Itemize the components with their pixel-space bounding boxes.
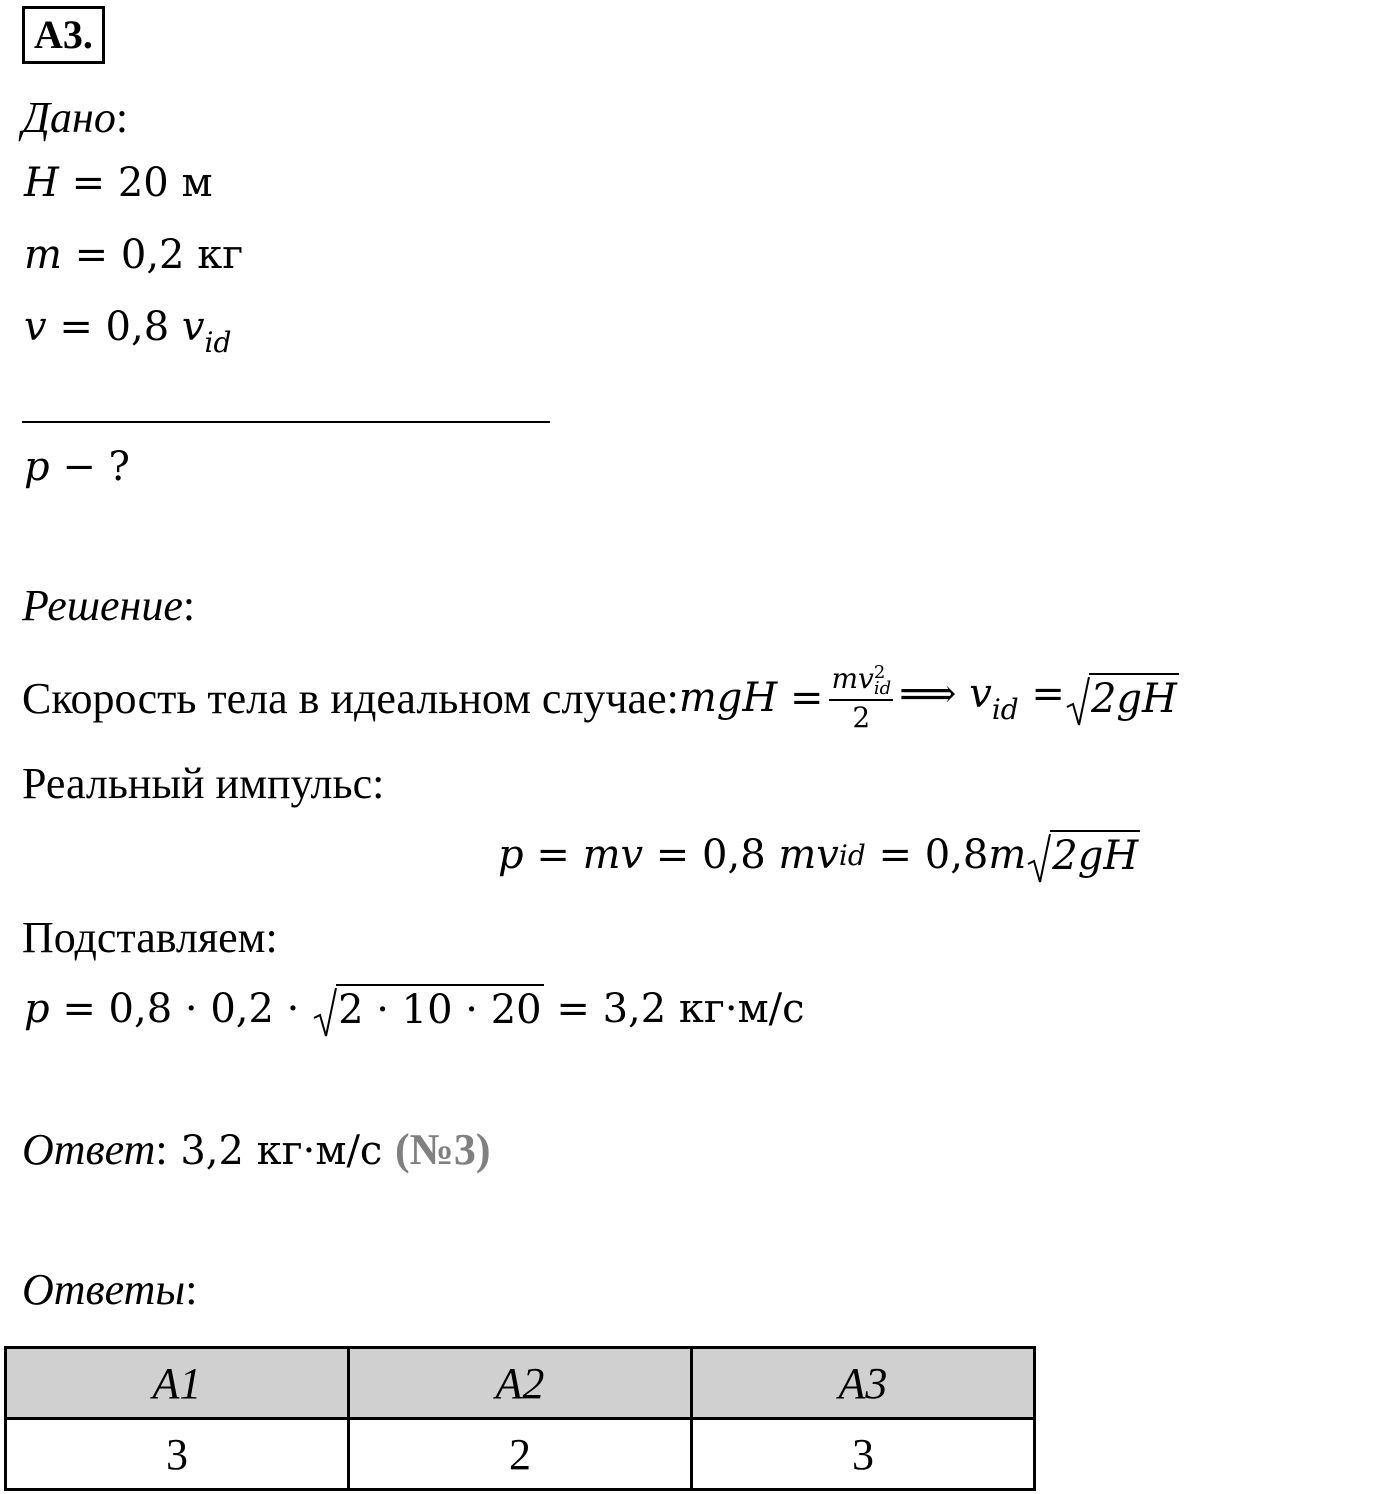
- answers-value-a1: 3: [6, 1419, 349, 1490]
- ideal-speed-line: [22, 661, 1179, 734]
- answer-value: 3,2 кг·м/с: [167, 1128, 396, 1174]
- given-var-h: H: [24, 160, 59, 206]
- formula-mvid: mv: [778, 832, 839, 878]
- formula-mv: mv: [582, 832, 644, 878]
- sqrt-ideal-content: 2gH: [1089, 673, 1179, 723]
- kinetic-fraction: [829, 661, 893, 734]
- formula-eq2: = 0,8: [643, 832, 779, 878]
- solution-heading-colon: :: [182, 581, 196, 630]
- find-question: − ?: [49, 444, 130, 490]
- fraction-sup: 2: [873, 661, 886, 683]
- formula-m: m: [988, 832, 1027, 878]
- fraction-denominator: 2: [852, 700, 871, 734]
- answer-heading: Ответ: [22, 1125, 156, 1174]
- given-heading-text: Дано: [22, 93, 116, 142]
- given-value-v: = 0,8: [46, 304, 182, 350]
- vid-var: v: [969, 670, 992, 717]
- sqrt-momentum: [1026, 830, 1140, 880]
- calc-result: = 3,2 кг·м/с: [543, 986, 805, 1032]
- answers-header-a1: A1: [6, 1348, 349, 1419]
- fraction-numerator: mv: [831, 662, 874, 695]
- given-var-m: m: [24, 232, 62, 278]
- answer-line: [22, 1124, 491, 1175]
- given-var-vid: v: [181, 304, 205, 350]
- answers-heading-text: Ответы: [22, 1265, 186, 1314]
- answers-table-value-row: [6, 1419, 1035, 1490]
- answer-number: (№3): [395, 1125, 491, 1174]
- formula-p: p: [498, 832, 524, 878]
- given-divider: [22, 421, 550, 423]
- given-heading-colon: :: [115, 93, 129, 142]
- calculation-line: [24, 984, 805, 1034]
- vid-eq: =: [1018, 670, 1065, 717]
- ideal-speed-text: Скорость тела в идеальном случае:: [22, 673, 679, 723]
- solution-heading: [22, 580, 195, 631]
- ideal-eq: =: [777, 675, 824, 722]
- substitute-text: Подставляем:: [22, 913, 278, 962]
- formula-eq3: = 0,8: [865, 832, 989, 878]
- vid-sub: id: [991, 692, 1019, 726]
- formula-eq1: =: [523, 832, 583, 878]
- given-value-h: = 20 м: [58, 160, 213, 206]
- answers-heading-colon: :: [185, 1265, 198, 1314]
- sqrt-calc-content: 2 · 10 · 20: [336, 984, 544, 1034]
- radical-sign-icon: [1026, 834, 1052, 884]
- given-value-m: = 0,2 кг: [61, 232, 244, 278]
- answers-header-a2: A2: [349, 1348, 692, 1419]
- implies-sign: ⟹: [899, 670, 970, 717]
- sqrt-ideal: [1065, 673, 1179, 723]
- answers-value-a2: 2: [349, 1419, 692, 1490]
- find-var: p: [24, 444, 50, 490]
- sqrt-calc: [312, 984, 544, 1034]
- given-line-mass: [24, 232, 243, 278]
- find-line: [24, 444, 130, 490]
- answers-heading: [22, 1264, 197, 1315]
- momentum-formula: [498, 830, 1140, 880]
- formula-mvid-sub: id: [838, 838, 866, 872]
- answers-header-a3: A3: [692, 1348, 1035, 1419]
- given-var-v: v: [24, 304, 47, 350]
- task-label: А3.: [22, 6, 105, 64]
- given-var-vid-sub: id: [204, 326, 232, 359]
- radical-sign-icon: [1065, 677, 1091, 727]
- answer-colon: :: [155, 1125, 168, 1174]
- given-heading: [22, 92, 128, 143]
- answers-table-header-row: [6, 1348, 1035, 1419]
- answers-table: [4, 1346, 1036, 1491]
- given-line-height: [24, 160, 213, 206]
- sqrt-momentum-content: 2gH: [1050, 830, 1140, 880]
- ideal-lhs: mgH: [678, 675, 778, 722]
- solution-heading-text: Решение: [22, 581, 183, 630]
- calc-p: p: [24, 986, 50, 1032]
- radical-sign-icon: [312, 988, 338, 1038]
- fraction-sub: id: [873, 677, 892, 699]
- answers-value-a3: 3: [692, 1419, 1035, 1490]
- real-momentum-text: Реальный импульс:: [22, 759, 385, 808]
- calc-factors: = 0,8 · 0,2 ·: [49, 986, 313, 1032]
- given-line-velocity: [24, 304, 231, 359]
